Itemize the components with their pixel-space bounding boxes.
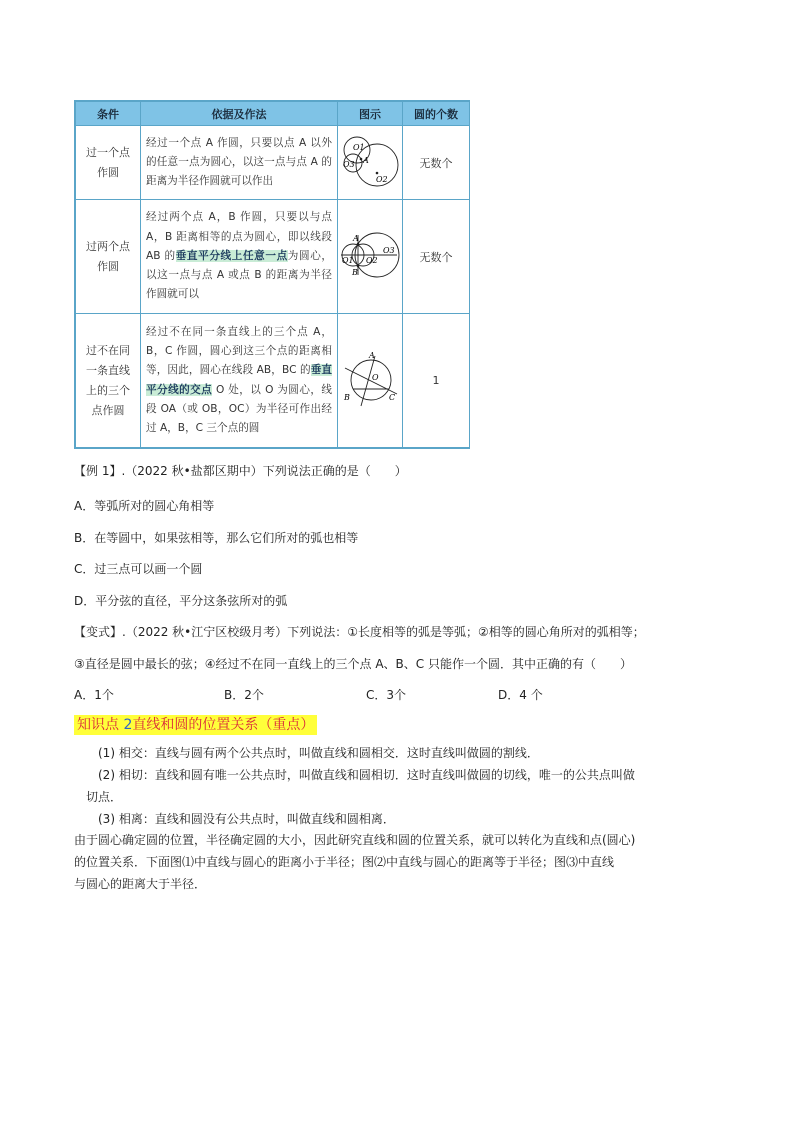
figure-label: O1 <box>342 256 354 265</box>
condition-cell: 过不在同一条直线上的三个点作圆 <box>76 314 141 448</box>
example1-option-a: A．等弧所对的圆心角相等 <box>74 499 215 513</box>
knowledge-paragraph-line1: 由于圆心确定圆的位置，半径确定圆的大小，因此研究直线和圆的位置关系，就可以转化为直线和点(圆心) <box>74 833 636 847</box>
table-row <box>76 126 470 200</box>
knowledge-item-3: (3) 相离：直线和圆没有公共点时，叫做直线和圆相离． <box>98 812 395 826</box>
knowledge-item-1: (1) 相交：直线与圆有两个公共点时，叫做直线和圆相交．这时直线叫做圆的割线． <box>98 746 539 760</box>
knowledge-item-2: (2) 相切：直线和圆有唯一公共点时，叫做直线和圆相切．这时直线叫做圆的切线，唯一的公共点叫做 <box>98 768 635 782</box>
figure-label: O1 <box>353 143 365 152</box>
header-condition: 条件 <box>76 102 141 126</box>
figure-label: A <box>363 156 369 165</box>
basis-cell: 经过不在同一条直线上的三个点 A，B，C 作圆，圆心到这三个点的距离相等，因此，圆心在线段 AB，BC 的垂直平分线的交点 O 处，以 O 为圆心，线段 OA（或 OB，OC）为半径可作出经过 A，B，C 三个点的圆 <box>141 314 338 448</box>
count-cell: 1 <box>403 314 470 448</box>
knowledge-paragraph-line2: 的位置关系．下面图⑴中直线与圆心的距离小于半径；图⑵中直线与圆心的距离等于半径；图⑶中直线 <box>74 855 615 869</box>
basis-cell: 经过一个点 A 作圆，只要以点 A 以外的任意一点为圆心，以这一点与点 A 的距离为半径作圆就可以作出 <box>141 126 338 200</box>
variant-line1: 【变式】.（2022 秋•江宁区校级月考）下列说法：①长度相等的弧是等弧；②相等的圆心角所对的弧相等； <box>74 625 645 639</box>
variant-options <box>74 686 574 704</box>
condition-cell: 过一个点作圆 <box>76 126 141 200</box>
figure-label: O2 <box>376 175 388 184</box>
figure-cell <box>338 126 403 200</box>
one-point-circles-figure <box>339 133 401 189</box>
knowledge-paragraph-line3: 与圆心的距离大于半径． <box>74 877 207 891</box>
basis-cell: 经过两个点 A，B 作圆，只要以与点 A，B 距离相等的点为圆心，即以线段 AB 的垂直平分线上任意一点为圆心，以这一点与点 A 或点 B 的距离为半径作圆就可以 <box>141 200 338 314</box>
header-basis: 依据及作法 <box>141 102 338 126</box>
figure-label: B <box>344 393 350 402</box>
figure-label: A <box>369 351 375 360</box>
highlight-text: 垂直平分线上任意一点 <box>175 249 288 262</box>
figure-cell <box>338 314 403 448</box>
count-cell: 无数个 <box>403 200 470 314</box>
variant-option-b: B．2个 <box>224 688 264 702</box>
count-cell: 无数个 <box>403 126 470 200</box>
header-figure: 图示 <box>338 102 403 126</box>
figure-label: A <box>353 234 359 243</box>
variant-option-d: D．4 个 <box>498 688 543 702</box>
example1-stem: 【例 1】.（2022 秋•盐都区期中）下列说法正确的是（ ） <box>74 464 407 478</box>
highlight-text: 垂直平分线的交点 <box>146 364 332 396</box>
methods-table <box>74 100 470 449</box>
figure-label: O3 <box>383 246 395 255</box>
example1-option-c: C．过三点可以画一个圆 <box>74 562 203 576</box>
example1-option-d: D．平分弦的直径，平分这条弦所对的弧 <box>74 594 288 608</box>
figure-label: O2 <box>366 256 378 265</box>
figure-label: C <box>389 393 396 402</box>
table-header-row <box>76 102 470 126</box>
variant-line2: ③直径是圆中最长的弦；④经过不在同一直线上的三个点 A、B、C 只能作一个圆．其中正确的有（ ） <box>74 657 632 671</box>
figure-label: O <box>372 373 379 382</box>
figure-label: O3 <box>343 160 355 169</box>
header-count: 圆的个数 <box>403 102 470 126</box>
example1-option-b: B．在等圆中，如果弦相等，那么它们所对的弧也相等 <box>74 531 359 545</box>
knowledge-item-2-cont: 切点． <box>86 790 123 804</box>
three-point-circle-figure <box>339 348 401 410</box>
variant-option-a: A．1个 <box>74 688 114 702</box>
figure-cell <box>338 200 403 314</box>
two-point-circles-figure <box>339 227 401 283</box>
figure-label: B <box>352 268 358 277</box>
knowledge-point-heading: 知识点 2直线和圆的位置关系（重点） <box>74 715 317 735</box>
table-row <box>76 314 470 448</box>
variant-option-c: C．3个 <box>366 688 407 702</box>
condition-cell: 过两个点作圆 <box>76 200 141 314</box>
table-row <box>76 200 470 314</box>
